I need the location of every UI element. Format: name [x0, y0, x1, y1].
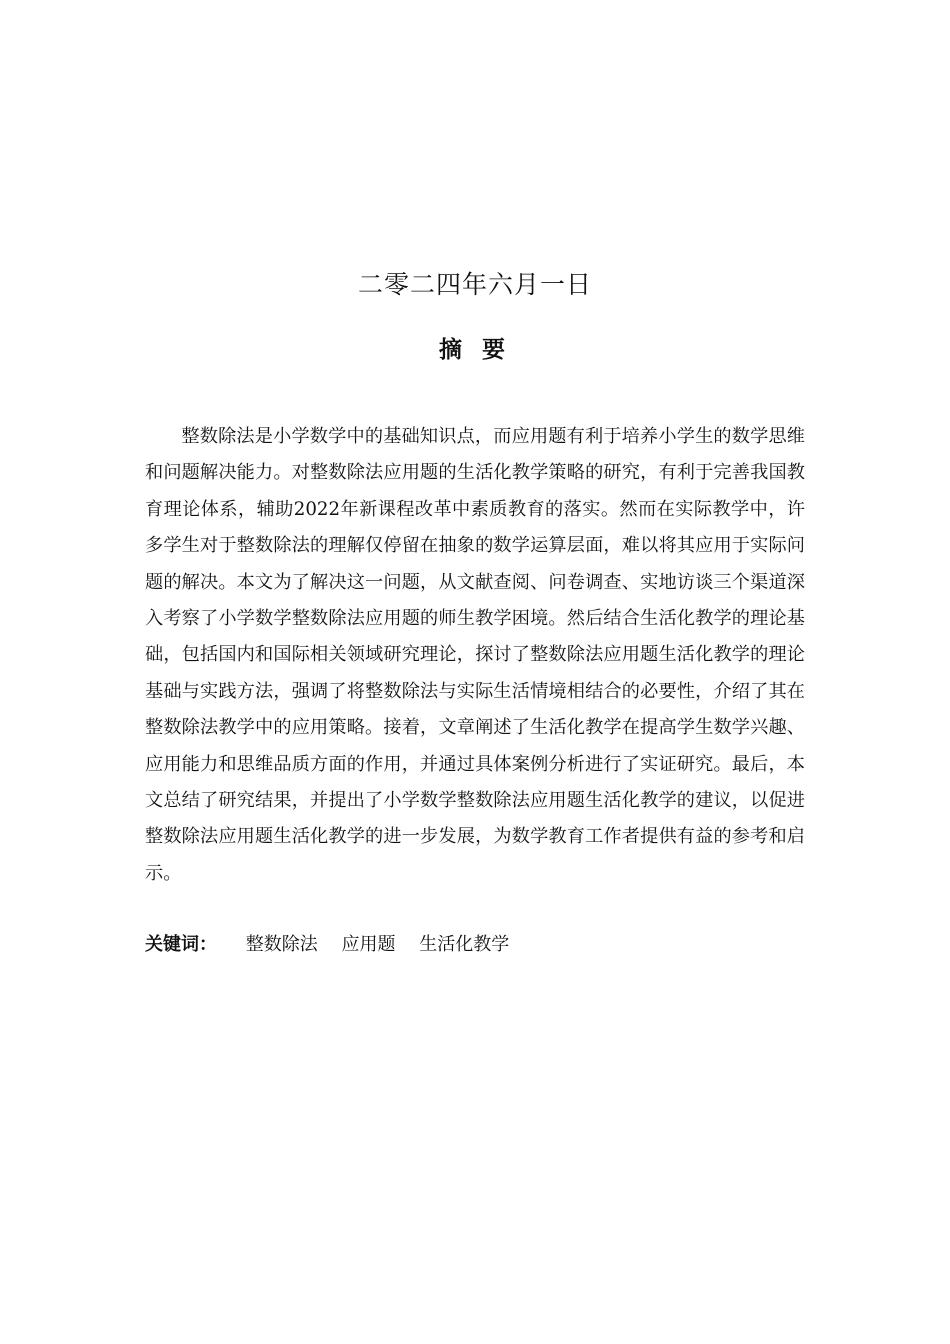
keyword-item: 应用题	[341, 934, 396, 955]
keywords-label: 关键词：	[145, 934, 217, 955]
abstract-heading: 摘 要	[438, 337, 511, 363]
keywords-line	[145, 929, 805, 961]
keyword-item: 整数除法	[245, 934, 318, 955]
keyword-item: 生活化教学	[419, 934, 510, 955]
abstract-paragraph: 整数除法是小学数学中的基础知识点，而应用题有利于培养小学生的数学思维和问题解决能力。对整数除法应用题的生活化教学策略的研究，有利于完善我国教育理论体系，辅助2022年新课程改革中素质教育的落实。然而在实际教学中，许多学生对于整数除法的理解仅停留在抽象的数学运算层面，难以将其应用于实际问题的解决。本文为了解决这一问题，从文献查阅、问卷调查、实地访谈三个渠道深入考察了小学数学整数除法应用题的师生教学困境。然后结合生活化教学的理论基础，包括国内和国际相关领域研究理论，探讨了整数除法应用题生活化教学的理论基础与实践方法，强调了将整数除法与实际生活情境相结合的必要性，介绍了其在整数除法教学中的应用策略。接着，文章阐述了生活化教学在提高学生数学兴趣、应用能力和思维品质方面的作用，并通过具体案例分析进行了实证研究。最后，本文总结了研究结果，并提出了小学数学整数除法应用题生活化教学的建议，以促进整数除法应用题生活化教学的进一步发展，为数学教育工作者提供有益的参考和启示。	[145, 426, 805, 884]
document-date: 二零二四年六月一日	[357, 270, 592, 299]
